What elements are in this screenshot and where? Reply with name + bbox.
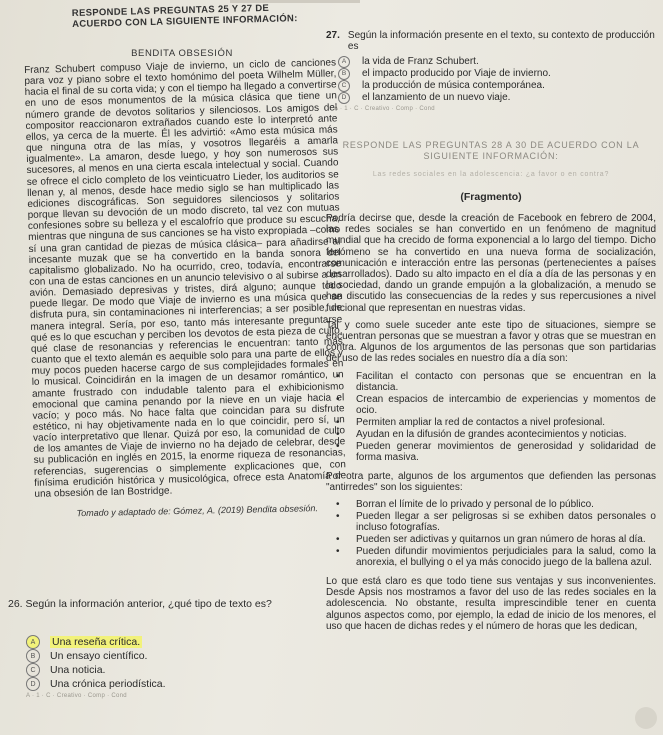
article-paragraph-1: Podría decirse que, desde la creación de Facebook en febrero de 2004, las redes sociales se han convertido en un fenómeno de magnitud mundial que ha crecido de forma exponencial a lo largo del tiempo. Dicho fenómeno se ha convertido en una nueva forma de socialización, comunicación e interacción entre las personas (pertenecientes a países desarrollados). Dado su alto impacto en el día a día de las personas y en la sociedad, dando un grande empujón a la globalización, a menudo se han discutido las consecuencias de la redes y sus repercusiones a nivel funcional que representan en nuestras vidas. bbox=[326, 213, 656, 314]
q26-option-d[interactable] bbox=[26, 678, 308, 690]
reading-paragraph: Franz Schubert compuso Viaje de invierno, un ciclo de canciones para voz y piano sobre el texto homónimo del poeta Wilhelm Müller, hacia el final de su corta vida; y con el tiempo ha llegado a convertirse en uno de esos monumentos de la música clásica que tiene un número grande de devotos solitarios y silenciosos. Los amigos del compositor reaccionaron extrañados cuando este lo interpretó ante ellos, ya cerca de la muerte. Él les advirtió: «Amo esta música más que ninguna otra de las mías, y vosotros llegaréis a amarla igualmente». La amaron, desde luego, y hoy son numerosos sus sucesores, al menos en una cierta escala intelectual y social. Cuando se ofrece el ciclo completo de los veinticuatro Lieder, los auditorios se llenan y, al menos, desde hace medio siglo se han multiplicado las ediciones discográficas. Son seguidores silenciosos y solitarios porque llevan su devoción de un modo discreto, tal vez con mutuas confesiones sobre su belleza y el escalofrío que produce su escucha, mientras que ninguna de sus canciones se ha visto expropiada –como sí una gran cantidad de piezas de música clásica– para añadirse al incesante muzak que se ha convertido en la banda sonora del capitalismo globalizado. No ha ocurrido, creo, todavía, encontrarse con una de estas canciones en un anuncio televisivo o al subirse a un avión. Demasiado depresivas y tristes, dirá alguno; aunque todo puede llegar. De modo que Viaje de invierno es una música que se disfruta pura, sin contaminaciones ni interferencias; a ser posible, de manera integral. Sería, por eso, tanto más interesante preguntarse qué es lo que escuchan y perciben los devotos de esta pieza de culto, qué clase de resonancias y referencias le encuentran: tanto más cuanto que el texto alemán es aequible solo para una parte de ellos y muy pocos pueden hacerse cargo de sus complejidades formales en lo musical. Coincidirán en la imagen de un desamor romántico, un amante frustrado con indudable talento para el exhibicionismo emocional que camina penando por la nieve en un viaje hacia el vacío; y poco más. No hace falta que coincidan para su disfrute estético, ni hay objetivamente nada en lo que coincidir, pero sí, un vacío interpretativo que llenar. Quizá por eso, la comunidad de culto de los amantes de Viaje de invierno no ha dejado de celebrar, desde su publicación en inglés en 2015, la enorme riqueza de resonancias, referencias, sugerencias o simplemente explicaciones que, con finísima erudición histórica y musicológica, ofrece esta Anatomía de una obsesión de Ian Bostridge. bbox=[24, 57, 347, 500]
reading-title: BENDITA OBSESIÓN bbox=[131, 48, 233, 59]
q27-option-d-bubble[interactable]: D bbox=[338, 92, 350, 104]
q26-option-c-text: Una noticia. bbox=[50, 664, 106, 676]
instructions-right: RESPONDE LAS PREGUNTAS 28 A 30 DE ACUERDO CON LA SIGUIENTE INFORMACIÓN: bbox=[342, 140, 640, 161]
article-text bbox=[326, 213, 656, 632]
q26-option-d-bubble[interactable]: D bbox=[26, 677, 40, 691]
reading-text bbox=[24, 57, 347, 500]
cons-list bbox=[326, 499, 656, 568]
q27-option-c-text: la producción de música contemporánea. bbox=[362, 80, 545, 91]
instructions-left: RESPONDE LAS PREGUNTAS 25 Y 27 DE ACUERDO CON LA SIGUIENTE INFORMACIÓN: bbox=[71, 2, 298, 30]
q27-option-a[interactable] bbox=[338, 56, 656, 67]
reading-source: Tomado y adaptado de: Gómez, A. (2019) Bendita obsesión. bbox=[76, 503, 319, 519]
q26-option-b-text: Un ensayo científico. bbox=[50, 650, 148, 662]
q26-option-a-text: Una reseña crítica. bbox=[52, 636, 141, 648]
q26-option-a[interactable] bbox=[26, 636, 308, 648]
article-paragraph-4: Lo que está claro es que todo tiene sus ventajas y sus inconvenientes. Desde Apsis nos mostramos a favor del uso de las redes sociales en la adolescencia. No obstante, resulta imprescindible tener en cuenta algunos aspectos como, por ejemplo, la edad de inicio de los menores, el uso que hacen de dichas redes y el número de horas que les dedican, bbox=[326, 576, 656, 632]
cons-item: • Pueden difundir movimientos perjudiciales para la salud, como la anorexia, el bullying o el ya más conocido juego de la ballena azul. bbox=[326, 546, 656, 568]
pros-item: • Ayudan en la difusión de grandes acontecimientos y noticias. bbox=[326, 429, 656, 440]
article-heading: Las redes sociales en la adolescencia: ¿a favor o en contra? bbox=[372, 171, 610, 178]
left-column bbox=[24, 2, 347, 519]
article-paragraph-2: Tal y como suele suceder ante este tipo de situaciones, siempre se encuentran personas que se muestran a favor y otras que se muestran en contra. Algunos de los argumentos de las personas que son partidarias del uso de las redes sociales en nuestro día a día son: bbox=[326, 319, 656, 365]
q26-option-c-bubble[interactable]: C bbox=[26, 663, 40, 677]
q26-option-b[interactable] bbox=[26, 650, 308, 662]
q27-option-a-text: la vida de Franz Schubert. bbox=[362, 56, 479, 67]
cons-item: • Pueden llegar a ser peligrosas si se exhiben datos personales o incluso fotografías. bbox=[326, 511, 656, 533]
cons-item: • Borran el límite de lo privado y personal de lo público. bbox=[326, 499, 656, 510]
q27-option-d[interactable] bbox=[338, 92, 656, 103]
question-27-stem: Según la información presente en el texto, su contexto de producción es bbox=[347, 30, 655, 52]
q27-option-a-bubble[interactable]: A bbox=[338, 56, 350, 68]
question-27 bbox=[326, 30, 656, 52]
pros-item: • Permiten ampliar la red de contactos a nivel profesional. bbox=[326, 417, 656, 428]
article-paragraph-3: Por otra parte, algunos de los argumentos que defienden las personas "antirredes" son los siguientes: bbox=[326, 470, 656, 493]
cons-item: • Pueden ser adictivas y quitarnos un gran número de horas al día. bbox=[326, 534, 656, 545]
q26-option-b-bubble[interactable]: B bbox=[26, 649, 40, 663]
q26-footer: A · 1 · C · Creativo · Comp · Cond bbox=[26, 693, 127, 699]
q27-option-c-bubble[interactable]: C bbox=[338, 80, 350, 92]
q26-option-c[interactable] bbox=[26, 664, 308, 676]
q27-option-c[interactable] bbox=[338, 80, 656, 91]
question-26-stem: 26. Según la información anterior, ¿qué tipo de texto es? bbox=[8, 598, 272, 610]
question-26 bbox=[8, 598, 308, 699]
pros-item: • Pueden generar movimientos de generosidad y solidaridad de forma masiva. bbox=[326, 441, 656, 463]
pros-item: • Crean espacios de intercambio de experiencias y momentos de ocio. bbox=[326, 394, 656, 416]
q26-option-a-bubble[interactable]: A bbox=[26, 635, 40, 649]
question-27-number: 27. bbox=[326, 30, 340, 41]
q26-option-d-text: Una crónica periodística. bbox=[50, 678, 166, 690]
pros-list bbox=[326, 371, 656, 463]
page-corner-icon bbox=[635, 707, 657, 729]
fragment-title: (Fragmento) bbox=[460, 191, 522, 203]
q27-option-b-bubble[interactable]: B bbox=[338, 68, 350, 80]
q27-option-d-text: el lanzamiento de un nuevo viaje. bbox=[362, 92, 511, 103]
pros-item: • Facilitan el contacto con personas que se encuentran en la distancia. bbox=[326, 371, 656, 393]
right-column bbox=[326, 30, 656, 638]
q27-option-b-text: el impacto producido por Viaje de invierno. bbox=[362, 68, 551, 79]
q27-option-b[interactable] bbox=[338, 68, 656, 79]
q27-footer: A · 1 · C · Creativo · Comp · Cond bbox=[334, 106, 435, 112]
